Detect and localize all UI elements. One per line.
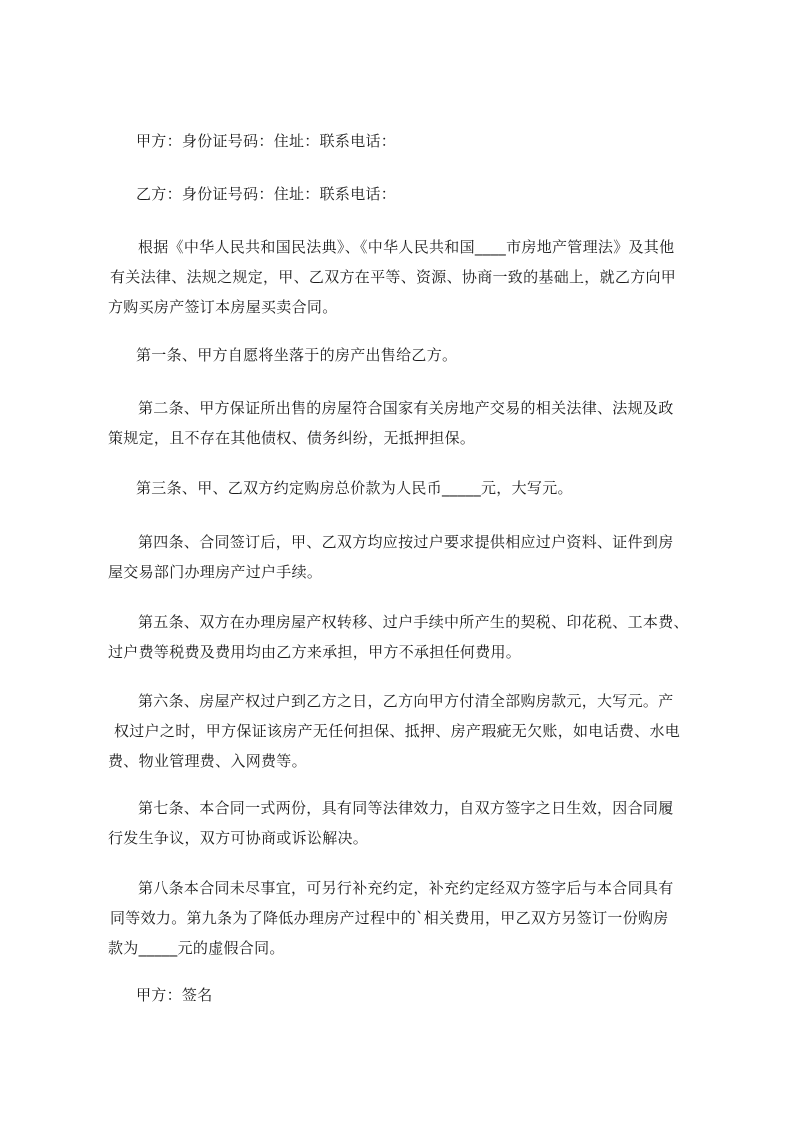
article-5: 第五条、双方在办理房屋产权转移、过户手续中所产生的契税、印花税、工本费、 过户费等税费及费用均由乙方来承担，甲方不承担任何费用。 xyxy=(108,613,689,661)
article-4: 第四条、合同签订后，甲、乙双方均应按过户要求提供相应过户资料、证件到房 屋交易部门办理房产过户手续。 xyxy=(108,533,674,581)
article-8: 第八条本合同未尽事宜，可另行补充约定，补充约定经双方签字后与本合同具有 同等效力。第九条为了降低办理房产过程中的`相关费用，甲乙双方另签订一份购房 款为_____元的虚假合同。 xyxy=(108,879,674,957)
article-3: 第三条、甲、乙双方约定购房总价款为人民币_____元，大写元。 xyxy=(136,479,573,497)
preamble-paragraph: 根据《中华人民共和国民法典》、《中华人民共和国____市房地产管理法》及其他 有关法律、法规之规定，甲、乙双方在平等、资源、协商一致的基础上，就乙方向甲 方购买房产签订本房屋买卖合同。 xyxy=(108,238,677,316)
signature-party-a: 甲方：签名 xyxy=(136,986,213,1004)
article-1: 第一条、甲方自愿将坐落于的房产出售给乙方。 xyxy=(136,346,458,364)
article-7: 第七条、本合同一式两份，具有同等法律效力，自双方签字之日生效，因合同履 行发生争议，双方可协商或诉讼解决。 xyxy=(108,799,674,847)
article-6: 第六条、房屋产权过户到乙方之日，乙方向甲方付清全部购房款元，大写元。产 权过户之时，甲方保证该房产无任何担保、抵押、房产瑕疵无欠账，如电话费、水电 费、物业管理费、入网费等。 xyxy=(108,692,681,770)
party-b-info: 乙方：身份证号码：住址：联系电话： xyxy=(136,185,397,203)
article-2: 第二条、甲方保证所出售的房屋符合国家有关房地产交易的相关法律、法规及政 策规定，且不存在其他债权、债务纠纷，无抵押担保。 xyxy=(108,399,674,447)
party-a-info: 甲方：身份证号码：住址：联系电话： xyxy=(136,132,397,150)
